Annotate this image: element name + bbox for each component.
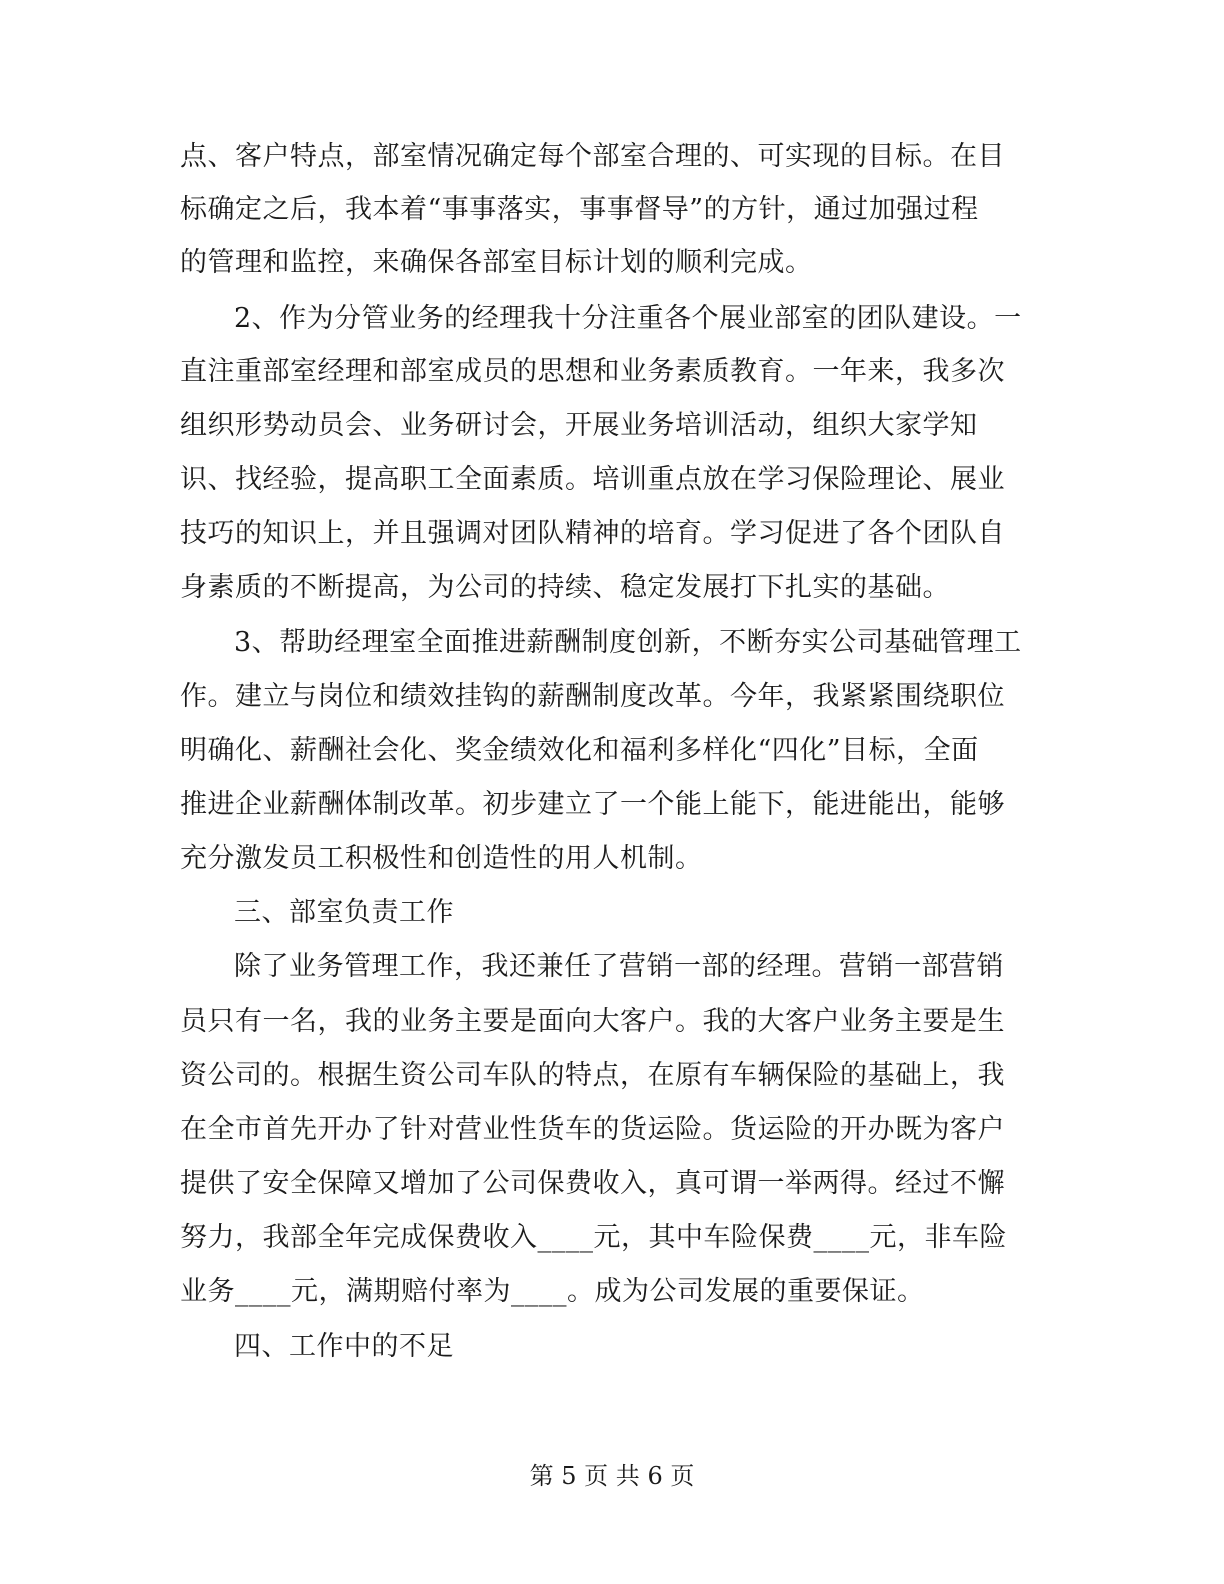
text-line: 3、帮助经理室全面推进薪酬制度创新，不断夯实公司基础管理工 <box>234 627 1022 658</box>
text-line: 标确定之后，我本着“事事落实，事事督导”的方针，通过加强过程 <box>180 194 979 225</box>
text-line: 明确化、薪酬社会化、奖金绩效化和福利多样化“四化”目标，全面 <box>180 735 979 766</box>
text-line: 组织形势动员会、业务研讨会，开展业务培训活动，组织大家学知 <box>180 410 978 441</box>
text-line: 作。建立与岗位和绩效挂钩的薪酬制度改革。今年，我紧紧围绕职位 <box>180 681 1005 712</box>
page-number-footer: 第 5 页 共 6 页 <box>529 1462 695 1490</box>
text-line: 在全市首先开办了针对营业性货车的货运险。货运险的开办既为客户 <box>180 1114 1005 1145</box>
text-line: 推进企业薪酬体制改革。初步建立了一个能上能下，能进能出，能够 <box>180 789 1005 820</box>
text-line: 充分激发员工积极性和创造性的用人机制。 <box>180 843 703 874</box>
text-line: 技巧的知识上，并且强调对团队精神的培育。学习促进了各个团队自 <box>180 518 1005 549</box>
text-line: 身素质的不断提高，为公司的持续、稳定发展打下扎实的基础。 <box>180 572 950 603</box>
text-line: 除了业务管理工作，我还兼任了营销一部的经理。营销一部营销 <box>234 951 1004 982</box>
text-line: 业务____元，满期赔付率为____。成为公司发展的重要保证。 <box>180 1276 925 1307</box>
text-line: 员只有一名，我的业务主要是面向大客户。我的大客户业务主要是生 <box>180 1006 1005 1037</box>
text-line: 直注重部室经理和部室成员的思想和业务素质教育。一年来，我多次 <box>180 356 1005 387</box>
text-line: 的管理和监控，来确保各部室目标计划的顺利完成。 <box>180 247 813 278</box>
text-line: 识、找经验，提高职工全面素质。培训重点放在学习保险理论、展业 <box>180 464 1005 495</box>
section-heading: 三、部室负责工作 <box>234 897 454 928</box>
text-line: 努力，我部全年完成保费收入____元，其中车险保费____元，非车险 <box>180 1222 1007 1253</box>
text-line: 点、客户特点，部室情况确定每个部室合理的、可实现的目标。在目 <box>180 141 1005 172</box>
text-line: 提供了安全保障又增加了公司保费收入，真可谓一举两得。经过不懈 <box>180 1168 1005 1199</box>
text-line: 资公司的。根据生资公司车队的特点，在原有车辆保险的基础上，我 <box>180 1060 1005 1091</box>
section-heading: 四、工作中的不足 <box>234 1331 454 1362</box>
text-line: 2、作为分管业务的经理我十分注重各个展业部室的团队建设。一 <box>234 303 1022 334</box>
